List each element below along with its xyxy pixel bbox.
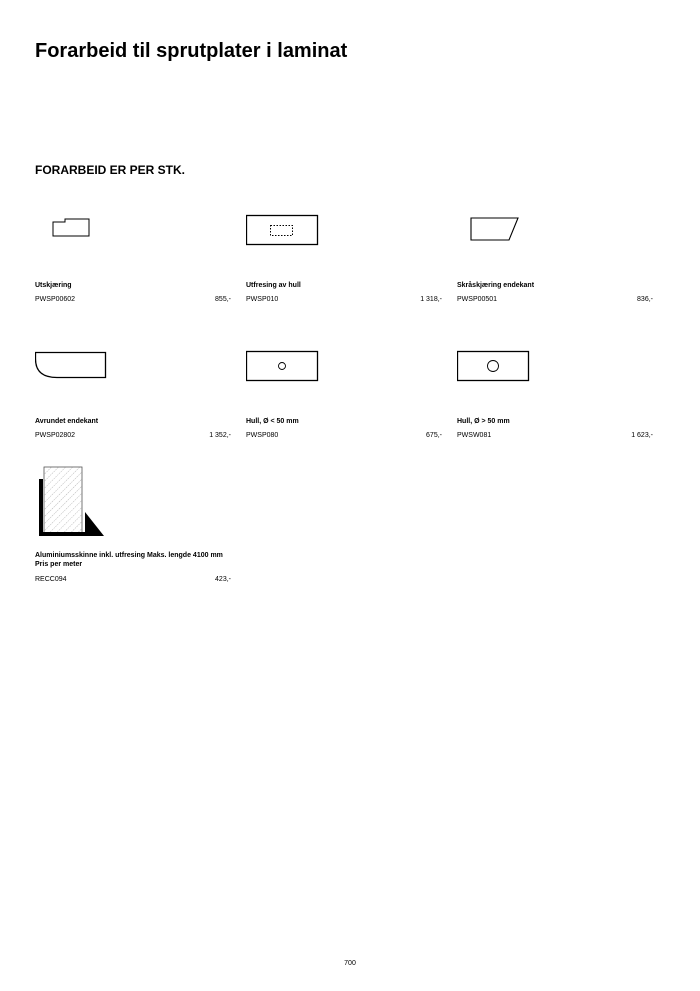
product-item-cutout [35, 205, 231, 305]
cutout-icon [35, 205, 231, 275]
product-name: Avrundet endekant [35, 418, 99, 425]
product-name: Aluminiumsskinne inkl. utfresing Maks. lengde 4100 mm Pris per meter [35, 552, 223, 568]
page-title: Forarbeid til sprutplater i laminat [35, 40, 348, 62]
large-hole-icon [457, 341, 653, 411]
product-item-small-hole [246, 341, 442, 441]
page-subtitle: FORARBEID ER PER STK. [35, 163, 186, 177]
product-code: PWSP00602 [35, 296, 76, 303]
bevel-end-icon [457, 205, 653, 275]
product-price: 675,- [426, 432, 442, 439]
product-code: PWSP00501 [457, 296, 498, 303]
product-code: RECC094 [35, 576, 67, 583]
product-name: Hull, Ø > 50 mm [457, 418, 510, 425]
product-item-routed-hole [246, 205, 442, 305]
product-code: PWSP02802 [35, 432, 76, 439]
product-price: 855,- [215, 296, 231, 303]
product-price: 1 623,- [631, 432, 653, 439]
product-name: Utskjæring [35, 282, 72, 289]
product-item-large-hole [457, 341, 653, 441]
small-hole-icon [246, 341, 442, 411]
product-code: PWSW081 [457, 432, 492, 439]
product-code: PWSP010 [246, 296, 279, 303]
product-code: PWSP080 [246, 432, 279, 439]
product-price: 836,- [637, 296, 653, 303]
product-name: Utfresing av hull [246, 282, 301, 289]
product-name: Skråskjæring endekant [457, 282, 535, 289]
page-number: 700 [344, 960, 356, 967]
product-price: 1 352,- [209, 432, 231, 439]
product-price: 423,- [215, 576, 231, 583]
product-price: 1 318,- [420, 296, 442, 303]
product-item-rounded-end [35, 341, 231, 441]
product-name: Hull, Ø < 50 mm [246, 418, 299, 425]
product-item-aluminium-rail [35, 462, 231, 587]
rounded-end-icon [35, 341, 231, 411]
aluminium-rail-icon [35, 462, 231, 542]
product-item-bevel-end [457, 205, 653, 305]
routed-hole-icon [246, 205, 442, 275]
